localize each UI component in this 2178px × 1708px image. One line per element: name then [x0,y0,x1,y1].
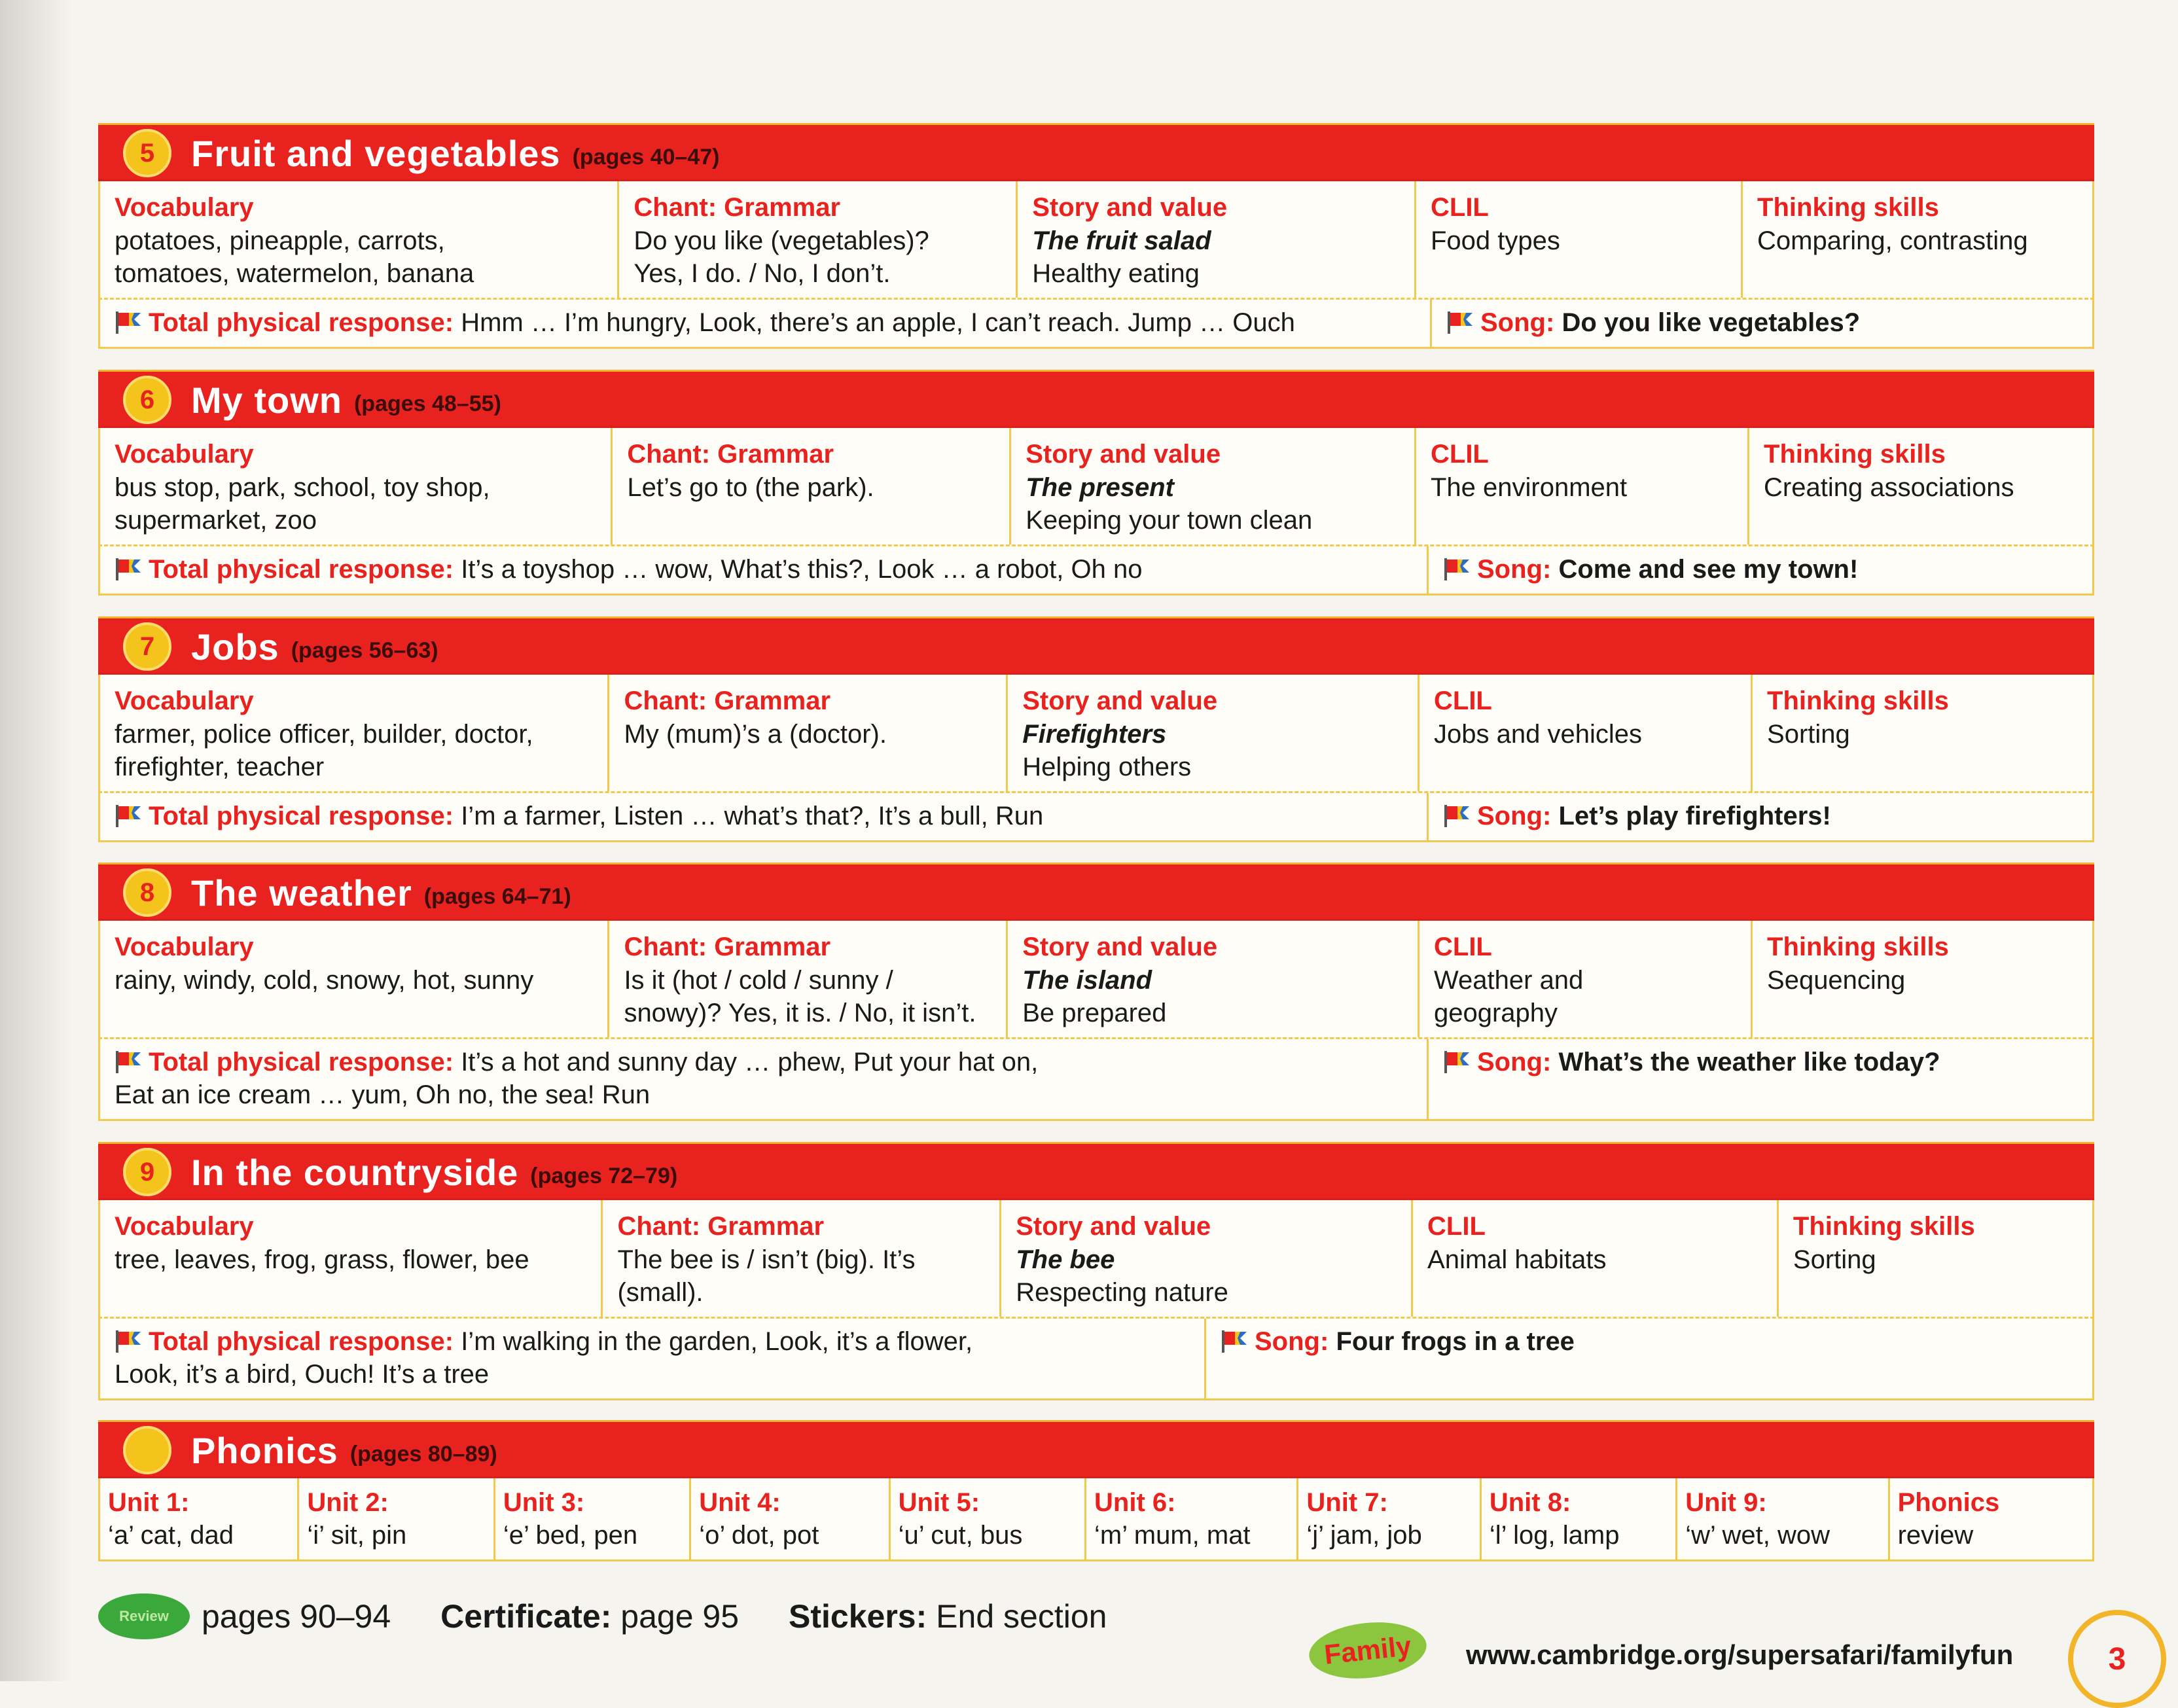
column-text [1434,718,1736,751]
column-heading: Thinking skills [1757,193,1939,222]
unit-columns [98,1200,2094,1319]
phonics-unit-label: Unit 2: [307,1488,389,1517]
column-text [1022,964,1403,1029]
phonics-item [1677,1478,1889,1559]
phonics-words: ‘w’ wet, wow [1685,1521,1830,1550]
phonics-row [98,1478,2094,1561]
column-text [115,964,593,997]
column-text [617,1243,985,1309]
column-heading: Thinking skills [1764,440,1946,469]
phonics-words: ‘u’ cut, bus [898,1521,1023,1550]
review-pages: pages 90–94 [202,1598,391,1635]
column-heading: Vocabulary [115,193,254,222]
column-text [1764,471,2078,504]
story-title: The island [1022,966,1152,995]
unit-column [613,428,1011,544]
unit-header [98,370,2094,428]
review-badge: Review [98,1593,190,1639]
unit-section [98,123,2094,349]
song-label: Song: [1477,1048,1552,1076]
unit-column [1416,181,1743,298]
unit-columns [98,921,2094,1039]
column-body: Creating associations [1764,473,2014,502]
unit-column [603,1200,1001,1317]
phonics-pages: (pages 80–89) [349,1441,497,1467]
flag-icon [115,1048,149,1076]
unit-column [1749,428,2092,544]
tpr-text: Hmm … I’m hungry, Look, there’s an apple, I can’t reach. Jump … Ouch [461,308,1295,337]
unit-pages: (pages 48–55) [353,391,501,416]
column-body: Is it (hot / cold / sunny / snowy)? Yes, it is. / No, it isn’t. [624,966,976,1027]
unit-header [98,1142,2094,1200]
phonics-item [1890,1478,2092,1559]
phonics-unit-label: Unit 6: [1094,1488,1176,1517]
stickers-value: End section [936,1598,1107,1635]
unit-column [100,675,609,791]
column-text [1767,964,2078,997]
unit-column [1018,181,1416,298]
unit-activities [98,300,2094,349]
column-text [1431,224,1726,257]
column-heading: CLIL [1434,933,1492,961]
phonics-unit-label: Unit 1: [108,1488,190,1517]
column-heading: Thinking skills [1767,686,1949,715]
unit-number-badge: 5 [123,129,171,177]
unit-column [1011,428,1416,544]
column-heading: Chant: Grammar [617,1212,825,1241]
song-cell [1429,546,2092,594]
column-body: Let’s go to (the park). [627,473,874,502]
unit-section [98,616,2094,842]
unit-header [98,123,2094,181]
phonics-unit-label: Unit 8: [1489,1488,1571,1517]
unit-column [619,181,1018,298]
unit-columns [98,428,2094,546]
column-text [115,1243,586,1276]
column-body: Sequencing [1767,966,1906,995]
column-text [1793,1243,2078,1276]
song-label: Song: [1477,802,1552,830]
family-url[interactable]: www.cambridge.org/supersafari/familyfun [1466,1639,2014,1670]
column-heading: Thinking skills [1793,1212,1975,1241]
unit-column [100,921,609,1037]
flag-icon [115,555,149,584]
flag-icon [115,308,149,337]
column-text [1016,1243,1397,1309]
column-body: Helping others [1022,753,1192,781]
phonics-words: ‘e’ bed, pen [503,1521,638,1550]
flag-icon [1443,802,1477,830]
unit-column [1413,1200,1779,1317]
column-body: Healthy eating [1032,259,1200,288]
story-title: The fruit salad [1032,226,1211,255]
column-text [115,471,596,537]
column-body: Do you like (vegetables)? Yes, I do. / No, I don’t. [634,226,929,288]
unit-column [1416,428,1749,544]
unit-header [98,616,2094,675]
song-title: Let’s play firefighters! [1558,802,1831,830]
flag-icon [1443,555,1477,584]
column-text [1767,718,2078,751]
unit-column [609,921,1008,1037]
tpr-label: Total physical response: [149,1327,454,1356]
phonics-item [891,1478,1086,1559]
column-body: Respecting nature [1016,1278,1228,1307]
song-label: Song: [1255,1327,1329,1356]
tpr-text: I’m walking in the garden, Look, it’s a flower, Look, it’s a bird, Ouch! It’s a tree [115,1327,973,1389]
phonics-item [299,1478,495,1559]
phonics-words: ‘i’ sit, pin [307,1521,407,1550]
column-heading: Story and value [1022,933,1218,961]
column-text [1757,224,2078,257]
unit-column [609,675,1008,791]
unit-title: The weather [191,872,412,914]
unit-number-badge: 7 [123,622,171,671]
column-heading: Story and value [1022,686,1218,715]
phonics-item [1086,1478,1298,1559]
unit-section [98,1142,2094,1400]
column-body: Food types [1431,226,1560,255]
phonics-unit-label: Unit 3: [503,1488,585,1517]
column-text [624,718,991,751]
column-heading: CLIL [1427,1212,1486,1241]
phonics-words: ‘j’ jam, job [1306,1521,1422,1550]
column-text [1032,224,1400,290]
column-text [627,471,995,504]
phonics-words: ‘m’ mum, mat [1094,1521,1251,1550]
unit-column [100,428,613,544]
unit-column [1419,921,1753,1037]
unit-pages: (pages 40–47) [572,144,720,169]
tpr-label: Total physical response: [149,802,454,830]
column-text [1434,964,1736,1029]
phonics-unit-label: Phonics [1897,1488,2000,1517]
flag-icon [1446,308,1480,337]
column-body: bus stop, park, school, toy shop, supermarket, zoo [115,473,490,535]
song-cell [1432,300,2092,347]
column-body: Weather and geography [1434,966,1584,1027]
unit-title: Fruit and vegetables [191,132,561,174]
column-body: The environment [1431,473,1628,502]
phonics-unit-label: Unit 9: [1685,1488,1767,1517]
song-label: Song: [1477,555,1552,584]
song-title: Do you like vegetables? [1562,308,1861,337]
unit-section [98,863,2094,1121]
phonics-words: ‘a’ cat, dad [108,1521,234,1550]
column-text [1022,718,1403,783]
unit-title: In the countryside [191,1151,519,1193]
column-text [624,964,991,1029]
column-heading: Vocabulary [115,1212,254,1241]
stickers-label: Stickers: [789,1598,927,1635]
column-body: Sorting [1793,1245,1876,1274]
phonics-item [1298,1478,1481,1559]
column-heading: Chant: Grammar [634,193,841,222]
column-heading: Vocabulary [115,440,254,469]
phonics-item [495,1478,691,1559]
footer [98,1584,1107,1649]
unit-section [98,370,2094,596]
column-heading: Story and value [1032,193,1228,222]
unit-activities [98,546,2094,596]
phonics-words: review [1897,1521,1974,1550]
phonics-item [1482,1478,1677,1559]
song-title: Come and see my town! [1558,555,1859,584]
column-body: Comparing, contrasting [1757,226,2028,255]
column-text [115,224,603,290]
unit-column [1753,675,2092,791]
column-heading: Chant: Grammar [624,686,831,715]
phonics-unit-label: Unit 7: [1306,1488,1388,1517]
unit-column [100,1200,603,1317]
tpr-text: It’s a hot and sunny day … phew, Put your hat on, Eat an ice cream … yum, Oh no, the sea! Run [115,1048,1039,1109]
tpr-label: Total physical response: [149,308,454,337]
column-heading: CLIL [1431,440,1489,469]
phonics-title: Phonics [191,1429,338,1471]
phonics-item [691,1478,890,1559]
unit-column [1001,1200,1413,1317]
unit-title: My town [191,379,342,421]
unit-number-badge: 6 [123,376,171,424]
certificate-label: Certificate: [440,1598,612,1635]
unit-activities [98,1319,2094,1400]
song-title: Four frogs in a tree [1336,1327,1575,1356]
unit-columns [98,675,2094,793]
song-cell [1429,793,2092,840]
story-title: The present [1026,473,1174,502]
flag-icon [1221,1327,1255,1356]
flag-icon [1443,1048,1477,1076]
page-shadow [0,0,72,1681]
song-cell [1429,1039,2092,1119]
column-text [115,718,593,783]
unit-title: Jobs [191,626,279,667]
column-heading: Story and value [1026,440,1221,469]
unit-pages: (pages 64–71) [423,883,571,909]
phonics-badge-icon [123,1426,171,1474]
column-heading: Vocabulary [115,686,254,715]
unit-activities [98,793,2094,842]
phonics-words: ‘l’ log, lamp [1489,1521,1620,1550]
tpr-cell [100,1039,1429,1119]
unit-column [1419,675,1753,791]
family-badge: Family [1306,1617,1429,1684]
tpr-label: Total physical response: [149,555,454,584]
column-heading: Story and value [1016,1212,1211,1241]
phonics-item [100,1478,299,1559]
phonics-words: ‘o’ dot, pot [699,1521,819,1550]
tpr-cell [100,1319,1206,1398]
tpr-cell [100,793,1429,840]
unit-number-badge: 9 [123,1148,171,1196]
phonics-header [98,1420,2094,1478]
phonics-unit-label: Unit 5: [898,1488,980,1517]
unit-column [100,181,619,298]
tpr-label: Total physical response: [149,1048,454,1076]
column-body: rainy, windy, cold, snowy, hot, sunny [115,966,534,995]
column-heading: Chant: Grammar [627,440,834,469]
tpr-cell [100,546,1429,594]
story-title: The bee [1016,1245,1115,1274]
column-body: potatoes, pineapple, carrots, tomatoes, watermelon, banana [115,226,474,288]
unit-pages: (pages 56–63) [291,637,438,663]
column-text [1431,471,1733,504]
unit-column [1779,1200,2092,1317]
tpr-text: I’m a farmer, Listen … what’s that?, It’s a bull, Run [461,802,1044,830]
column-heading: CLIL [1431,193,1489,222]
tpr-cell [100,300,1432,347]
column-body: Jobs and vehicles [1434,720,1642,749]
flag-icon [115,802,149,830]
tpr-text: It’s a toyshop … wow, What’s this?, Look … a robot, Oh no [461,555,1143,584]
flag-icon [115,1327,149,1356]
phonics-section [98,1420,2094,1561]
column-body: The bee is / isn’t (big). It’s (small). [617,1245,916,1307]
certificate-value: page 95 [620,1598,740,1635]
unit-activities [98,1039,2094,1121]
unit-columns [98,181,2094,300]
unit-column [1743,181,2092,298]
column-body: Be prepared [1022,999,1167,1027]
unit-header [98,863,2094,921]
song-label: Song: [1480,308,1555,337]
unit-column [1753,921,2092,1037]
column-heading: Chant: Grammar [624,933,831,961]
column-body: tree, leaves, frog, grass, flower, bee [115,1245,529,1274]
song-cell [1206,1319,2092,1398]
column-body: Sorting [1767,720,1850,749]
column-body: Keeping your town clean [1026,506,1313,535]
page-number: 3 [2068,1610,2166,1708]
column-heading: CLIL [1434,686,1492,715]
column-heading: Vocabulary [115,933,254,961]
column-body: farmer, police officer, builder, doctor, firefighter, teacher [115,720,533,781]
column-text [1026,471,1400,537]
unit-number-badge: 8 [123,868,171,917]
song-title: What’s the weather like today? [1558,1048,1940,1076]
phonics-unit-label: Unit 4: [699,1488,781,1517]
unit-column [1008,675,1419,791]
column-heading: Thinking skills [1767,933,1949,961]
story-title: Firefighters [1022,720,1167,749]
unit-column [1008,921,1419,1037]
column-text [634,224,1001,290]
unit-pages: (pages 72–79) [530,1163,678,1188]
column-body: My (mum)’s a (doctor). [624,720,887,749]
column-text [1427,1243,1762,1276]
column-body: Animal habitats [1427,1245,1607,1274]
